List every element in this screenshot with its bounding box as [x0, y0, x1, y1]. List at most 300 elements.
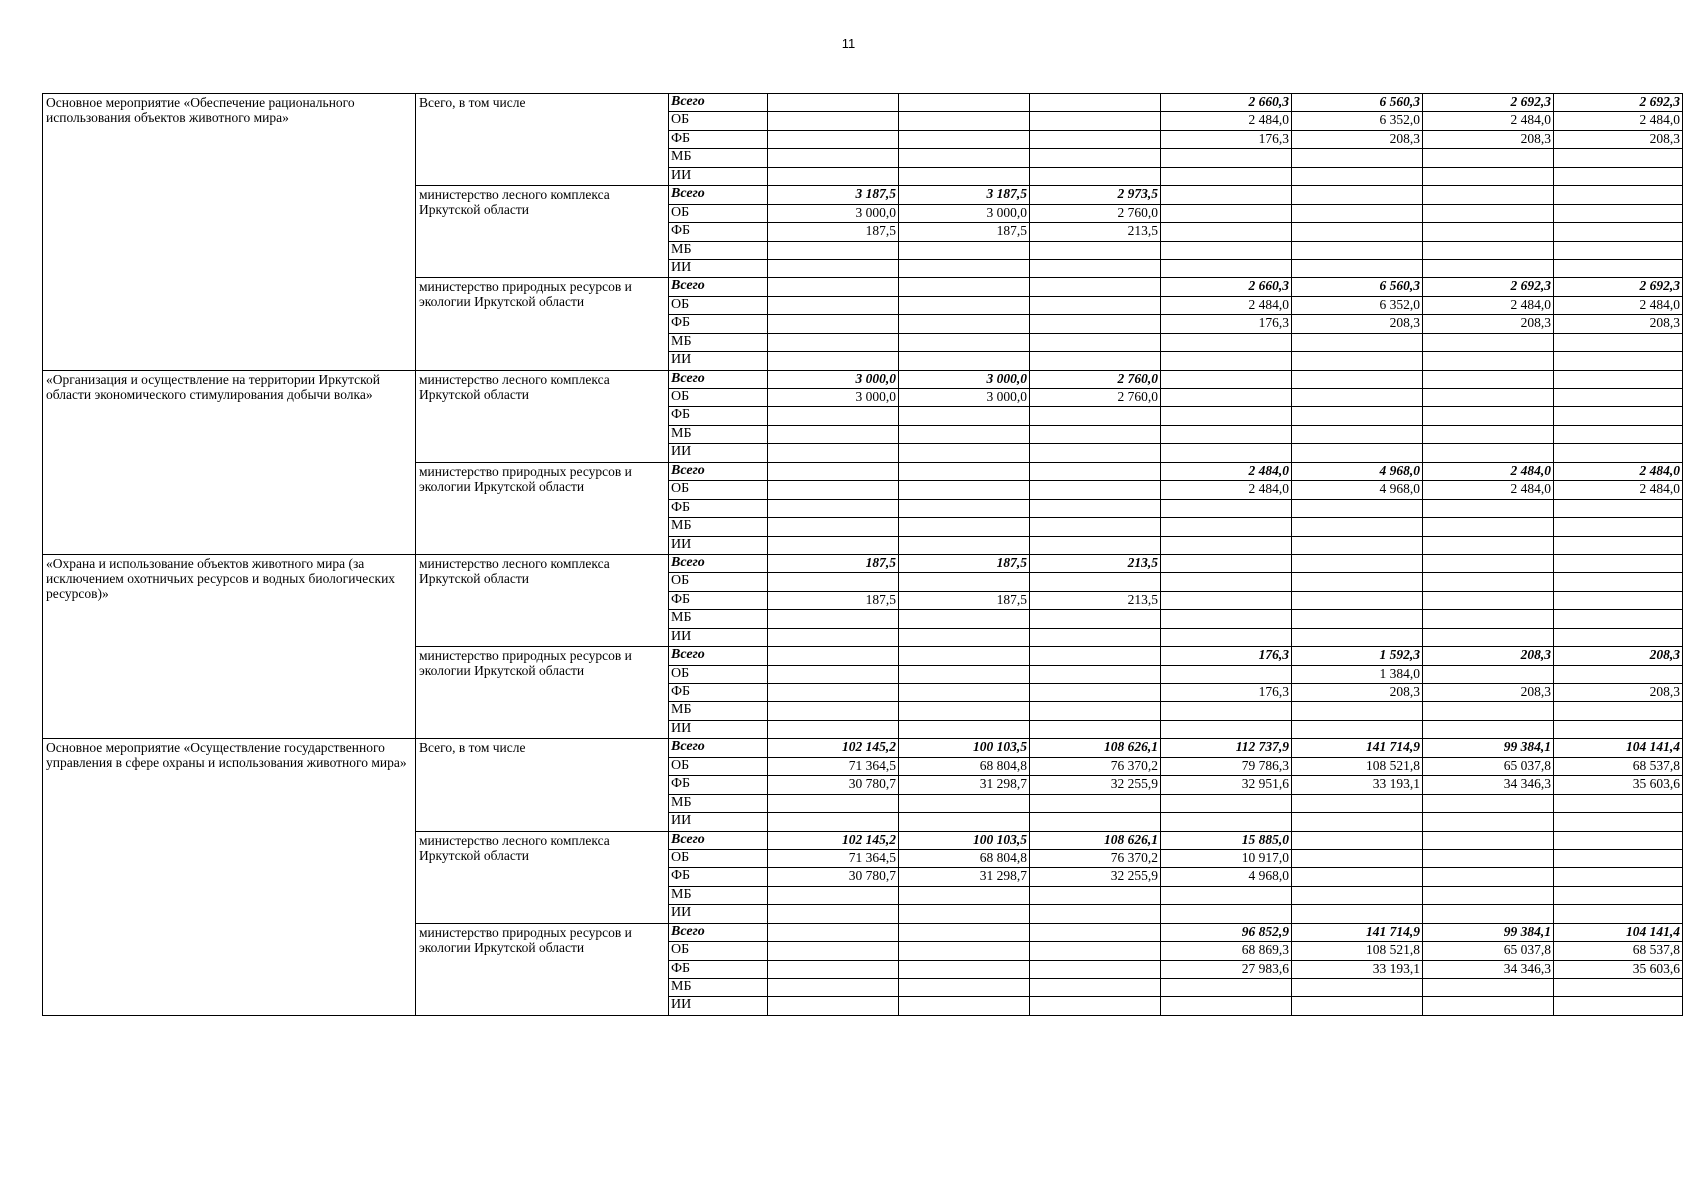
amount-cell — [1161, 886, 1292, 904]
amount-cell — [1292, 425, 1423, 443]
amount-cell: 2 692,3 — [1554, 278, 1683, 296]
funding-source-cell: Всего — [669, 94, 768, 112]
amount-cell — [1030, 444, 1161, 462]
amount-cell — [1423, 370, 1554, 388]
amount-cell — [1292, 499, 1423, 517]
amount-cell — [768, 407, 899, 425]
budget-table-body — [43, 94, 1683, 1016]
amount-cell: 108 521,8 — [1292, 757, 1423, 775]
amount-cell — [1423, 997, 1554, 1015]
amount-cell — [1423, 167, 1554, 185]
funding-source-cell: ОБ — [669, 389, 768, 407]
amount-cell: 6 352,0 — [1292, 296, 1423, 314]
amount-cell: 213,5 — [1030, 591, 1161, 609]
amount-cell — [899, 979, 1030, 997]
amount-cell — [768, 942, 899, 960]
amount-cell: 31 298,7 — [899, 868, 1030, 886]
amount-cell: 33 193,1 — [1292, 960, 1423, 978]
amount-cell — [1554, 186, 1683, 204]
amount-cell — [1423, 979, 1554, 997]
amount-cell — [768, 333, 899, 351]
amount-cell — [1030, 241, 1161, 259]
amount-cell — [1423, 573, 1554, 591]
funding-source-cell: ОБ — [669, 757, 768, 775]
amount-cell: 2 484,0 — [1161, 462, 1292, 480]
amount-cell — [1161, 518, 1292, 536]
funding-source-cell: МБ — [669, 518, 768, 536]
amount-cell — [1161, 149, 1292, 167]
funding-source-cell: МБ — [669, 886, 768, 904]
amount-cell: 176,3 — [1161, 684, 1292, 702]
amount-cell — [1554, 997, 1683, 1015]
amount-cell — [768, 665, 899, 683]
funding-source-cell: ИИ — [669, 813, 768, 831]
amount-cell — [1423, 425, 1554, 443]
amount-cell — [1292, 794, 1423, 812]
funding-source-cell: ОБ — [669, 849, 768, 867]
amount-cell: 108 626,1 — [1030, 739, 1161, 757]
funding-source-cell: ОБ — [669, 481, 768, 499]
amount-cell — [768, 425, 899, 443]
funding-source-cell: Всего — [669, 186, 768, 204]
amount-cell: 187,5 — [768, 223, 899, 241]
amount-cell — [1161, 204, 1292, 222]
amount-cell — [1292, 554, 1423, 572]
amount-cell: 68 804,8 — [899, 757, 1030, 775]
amount-cell — [899, 665, 1030, 683]
amount-cell — [1161, 333, 1292, 351]
amount-cell — [899, 296, 1030, 314]
amount-cell — [768, 167, 899, 185]
amount-cell — [1161, 997, 1292, 1015]
amount-cell: 176,3 — [1161, 315, 1292, 333]
amount-cell — [899, 444, 1030, 462]
amount-cell: 104 141,4 — [1554, 923, 1683, 941]
executor-cell: министерство лесного комплекса Иркутской области — [416, 186, 669, 278]
amount-cell — [1423, 702, 1554, 720]
amount-cell — [1554, 444, 1683, 462]
amount-cell — [1030, 960, 1161, 978]
amount-cell — [1554, 610, 1683, 628]
amount-cell — [1554, 813, 1683, 831]
amount-cell — [768, 259, 899, 277]
funding-source-cell: ОБ — [669, 665, 768, 683]
amount-cell — [1292, 905, 1423, 923]
amount-cell — [1292, 370, 1423, 388]
amount-cell — [1292, 536, 1423, 554]
amount-cell — [1161, 536, 1292, 554]
table-row — [43, 739, 1683, 757]
amount-cell: 32 255,9 — [1030, 776, 1161, 794]
amount-cell — [1161, 665, 1292, 683]
amount-cell — [1292, 702, 1423, 720]
amount-cell — [1292, 352, 1423, 370]
amount-cell — [1423, 186, 1554, 204]
amount-cell: 27 983,6 — [1161, 960, 1292, 978]
amount-cell: 104 141,4 — [1554, 739, 1683, 757]
amount-cell — [1161, 425, 1292, 443]
amount-cell — [1030, 997, 1161, 1015]
amount-cell — [1554, 149, 1683, 167]
amount-cell — [1030, 481, 1161, 499]
amount-cell — [899, 960, 1030, 978]
amount-cell — [1423, 536, 1554, 554]
amount-cell: 208,3 — [1292, 684, 1423, 702]
amount-cell — [1423, 665, 1554, 683]
funding-source-cell: Всего — [669, 647, 768, 665]
amount-cell — [1030, 259, 1161, 277]
amount-cell — [1292, 868, 1423, 886]
amount-cell — [768, 684, 899, 702]
funding-source-cell: ИИ — [669, 628, 768, 646]
amount-cell — [768, 628, 899, 646]
amount-cell: 32 951,6 — [1161, 776, 1292, 794]
funding-source-cell: ОБ — [669, 573, 768, 591]
amount-cell: 34 346,3 — [1423, 776, 1554, 794]
amount-cell — [768, 315, 899, 333]
amount-cell — [1423, 610, 1554, 628]
amount-cell — [768, 112, 899, 130]
amount-cell — [1554, 499, 1683, 517]
amount-cell — [1554, 223, 1683, 241]
amount-cell — [768, 536, 899, 554]
amount-cell — [899, 315, 1030, 333]
amount-cell — [1292, 149, 1423, 167]
amount-cell — [1554, 389, 1683, 407]
amount-cell: 2 484,0 — [1161, 296, 1292, 314]
amount-cell — [768, 149, 899, 167]
funding-source-cell: ОБ — [669, 942, 768, 960]
amount-cell — [899, 813, 1030, 831]
amount-cell: 3 187,5 — [768, 186, 899, 204]
amount-cell — [1161, 610, 1292, 628]
amount-cell: 31 298,7 — [899, 776, 1030, 794]
amount-cell — [1554, 518, 1683, 536]
amount-cell — [1161, 554, 1292, 572]
funding-source-cell: ИИ — [669, 536, 768, 554]
amount-cell — [899, 352, 1030, 370]
amount-cell — [1030, 278, 1161, 296]
amount-cell — [1554, 628, 1683, 646]
amount-cell: 208,3 — [1554, 684, 1683, 702]
amount-cell — [1292, 389, 1423, 407]
funding-source-cell: ФБ — [669, 223, 768, 241]
amount-cell — [899, 610, 1030, 628]
amount-cell — [768, 444, 899, 462]
amount-cell — [1161, 813, 1292, 831]
amount-cell — [1423, 554, 1554, 572]
amount-cell — [1423, 223, 1554, 241]
amount-cell — [1161, 591, 1292, 609]
amount-cell — [1423, 628, 1554, 646]
amount-cell: 187,5 — [899, 223, 1030, 241]
amount-cell — [768, 518, 899, 536]
amount-cell — [1423, 407, 1554, 425]
amount-cell: 68 869,3 — [1161, 942, 1292, 960]
amount-cell — [768, 462, 899, 480]
amount-cell: 2 660,3 — [1161, 278, 1292, 296]
amount-cell: 2 760,0 — [1030, 370, 1161, 388]
amount-cell — [1554, 333, 1683, 351]
amount-cell — [899, 167, 1030, 185]
amount-cell — [1292, 223, 1423, 241]
amount-cell: 208,3 — [1554, 647, 1683, 665]
amount-cell — [768, 886, 899, 904]
amount-cell: 65 037,8 — [1423, 757, 1554, 775]
funding-source-cell: ОБ — [669, 112, 768, 130]
table-row — [43, 94, 1683, 112]
executor-cell: министерство природных ресурсов и экологии Иркутской области — [416, 647, 669, 739]
funding-source-cell: Всего — [669, 370, 768, 388]
amount-cell: 3 000,0 — [899, 204, 1030, 222]
funding-source-cell: МБ — [669, 241, 768, 259]
activity-title-cell: «Организация и осуществление на территории Иркутской области экономического стимулирования добычи волка» — [43, 370, 416, 554]
amount-cell — [1423, 886, 1554, 904]
amount-cell — [1161, 905, 1292, 923]
funding-source-cell: ФБ — [669, 591, 768, 609]
amount-cell — [1292, 573, 1423, 591]
amount-cell — [1030, 315, 1161, 333]
executor-cell: Всего, в том числе — [416, 94, 669, 186]
amount-cell — [899, 259, 1030, 277]
amount-cell — [1292, 259, 1423, 277]
amount-cell: 208,3 — [1554, 315, 1683, 333]
amount-cell — [768, 702, 899, 720]
funding-source-cell: МБ — [669, 333, 768, 351]
amount-cell — [768, 352, 899, 370]
activity-title-cell: «Охрана и использование объектов животного мира (за исключением охотничьих ресурсов и водных биологических ресурсов)» — [43, 554, 416, 738]
amount-cell — [1030, 573, 1161, 591]
amount-cell — [768, 997, 899, 1015]
amount-cell: 3 187,5 — [899, 186, 1030, 204]
executor-cell: министерство лесного комплекса Иркутской области — [416, 831, 669, 923]
funding-source-cell: ИИ — [669, 259, 768, 277]
amount-cell — [1030, 813, 1161, 831]
amount-cell: 71 364,5 — [768, 757, 899, 775]
funding-source-cell: Всего — [669, 923, 768, 941]
amount-cell — [1423, 831, 1554, 849]
amount-cell — [899, 481, 1030, 499]
amount-cell — [1554, 204, 1683, 222]
executor-cell: министерство лесного комплекса Иркутской области — [416, 370, 669, 462]
amount-cell — [1161, 979, 1292, 997]
amount-cell — [1030, 112, 1161, 130]
amount-cell: 2 484,0 — [1554, 112, 1683, 130]
amount-cell: 2 484,0 — [1161, 112, 1292, 130]
amount-cell — [1030, 407, 1161, 425]
amount-cell — [1423, 794, 1554, 812]
amount-cell: 208,3 — [1423, 647, 1554, 665]
amount-cell — [899, 241, 1030, 259]
amount-cell: 108 626,1 — [1030, 831, 1161, 849]
amount-cell: 187,5 — [899, 554, 1030, 572]
amount-cell — [1554, 831, 1683, 849]
amount-cell: 208,3 — [1554, 130, 1683, 148]
amount-cell — [899, 112, 1030, 130]
amount-cell — [899, 942, 1030, 960]
amount-cell: 6 560,3 — [1292, 278, 1423, 296]
amount-cell: 4 968,0 — [1161, 868, 1292, 886]
amount-cell: 208,3 — [1292, 130, 1423, 148]
amount-cell: 3 000,0 — [899, 370, 1030, 388]
amount-cell — [1030, 425, 1161, 443]
amount-cell — [1423, 905, 1554, 923]
amount-cell — [1423, 352, 1554, 370]
amount-cell — [1161, 186, 1292, 204]
amount-cell — [1554, 425, 1683, 443]
amount-cell — [1292, 831, 1423, 849]
amount-cell — [1030, 94, 1161, 112]
amount-cell — [1554, 849, 1683, 867]
table-row — [43, 554, 1683, 572]
amount-cell: 3 000,0 — [768, 204, 899, 222]
amount-cell: 100 103,5 — [899, 831, 1030, 849]
budget-table — [42, 93, 1683, 1016]
funding-source-cell: ФБ — [669, 315, 768, 333]
amount-cell — [1161, 628, 1292, 646]
funding-source-cell: Всего — [669, 831, 768, 849]
amount-cell — [1292, 813, 1423, 831]
funding-source-cell: Всего — [669, 462, 768, 480]
amount-cell — [1554, 591, 1683, 609]
amount-cell: 2 484,0 — [1554, 296, 1683, 314]
amount-cell — [1292, 886, 1423, 904]
amount-cell: 100 103,5 — [899, 739, 1030, 757]
funding-source-cell: ФБ — [669, 684, 768, 702]
funding-source-cell: МБ — [669, 610, 768, 628]
amount-cell — [1030, 499, 1161, 517]
amount-cell: 2 692,3 — [1423, 94, 1554, 112]
amount-cell — [1161, 794, 1292, 812]
amount-cell — [899, 923, 1030, 941]
amount-cell — [899, 149, 1030, 167]
funding-source-cell: ИИ — [669, 720, 768, 738]
amount-cell — [1292, 444, 1423, 462]
amount-cell: 1 592,3 — [1292, 647, 1423, 665]
amount-cell: 102 145,2 — [768, 831, 899, 849]
activity-title-cell: Основное мероприятие «Осуществление государственного управления в сфере охраны и использования животного мира» — [43, 739, 416, 1016]
amount-cell — [1554, 794, 1683, 812]
executor-cell: министерство природных ресурсов и экологии Иркутской области — [416, 462, 669, 554]
amount-cell — [768, 573, 899, 591]
amount-cell — [1423, 444, 1554, 462]
amount-cell — [899, 278, 1030, 296]
amount-cell — [768, 960, 899, 978]
funding-source-cell: ОБ — [669, 204, 768, 222]
amount-cell: 30 780,7 — [768, 868, 899, 886]
amount-cell — [768, 923, 899, 941]
amount-cell — [1161, 259, 1292, 277]
amount-cell — [899, 997, 1030, 1015]
amount-cell — [1030, 130, 1161, 148]
amount-cell — [1030, 333, 1161, 351]
funding-source-cell: ФБ — [669, 407, 768, 425]
amount-cell — [1030, 149, 1161, 167]
amount-cell — [1292, 407, 1423, 425]
amount-cell: 4 968,0 — [1292, 481, 1423, 499]
amount-cell — [768, 481, 899, 499]
amount-cell — [1161, 444, 1292, 462]
funding-source-cell: МБ — [669, 979, 768, 997]
amount-cell — [899, 333, 1030, 351]
amount-cell — [768, 130, 899, 148]
amount-cell: 2 760,0 — [1030, 204, 1161, 222]
funding-source-cell: ФБ — [669, 960, 768, 978]
funding-source-cell: ФБ — [669, 868, 768, 886]
amount-cell: 3 000,0 — [899, 389, 1030, 407]
page-number: 11 — [841, 36, 856, 51]
amount-cell — [768, 794, 899, 812]
amount-cell — [899, 94, 1030, 112]
amount-cell — [1030, 684, 1161, 702]
amount-cell — [768, 905, 899, 923]
amount-cell — [1030, 665, 1161, 683]
amount-cell — [1554, 167, 1683, 185]
amount-cell — [1292, 849, 1423, 867]
amount-cell — [1161, 352, 1292, 370]
amount-cell: 71 364,5 — [768, 849, 899, 867]
amount-cell: 2 484,0 — [1423, 481, 1554, 499]
amount-cell — [1554, 407, 1683, 425]
amount-cell: 76 370,2 — [1030, 849, 1161, 867]
amount-cell — [1030, 518, 1161, 536]
amount-cell — [1554, 905, 1683, 923]
amount-cell: 2 484,0 — [1423, 296, 1554, 314]
amount-cell — [1423, 518, 1554, 536]
amount-cell — [1292, 518, 1423, 536]
amount-cell — [1030, 536, 1161, 554]
amount-cell: 102 145,2 — [768, 739, 899, 757]
amount-cell: 6 352,0 — [1292, 112, 1423, 130]
amount-cell: 176,3 — [1161, 647, 1292, 665]
executor-cell: министерство природных ресурсов и экологии Иркутской области — [416, 923, 669, 1015]
amount-cell: 2 484,0 — [1161, 481, 1292, 499]
funding-source-cell: МБ — [669, 149, 768, 167]
activity-title-cell: Основное мероприятие «Обеспечение рационального использования объектов животного мира» — [43, 94, 416, 371]
amount-cell: 96 852,9 — [1161, 923, 1292, 941]
amount-cell — [1030, 352, 1161, 370]
amount-cell — [1030, 886, 1161, 904]
amount-cell — [1030, 905, 1161, 923]
amount-cell — [1161, 407, 1292, 425]
amount-cell — [1423, 499, 1554, 517]
amount-cell: 2 660,3 — [1161, 94, 1292, 112]
amount-cell — [768, 647, 899, 665]
amount-cell: 112 737,9 — [1161, 739, 1292, 757]
amount-cell — [899, 647, 1030, 665]
funding-source-cell: ФБ — [669, 776, 768, 794]
amount-cell — [899, 536, 1030, 554]
amount-cell: 99 384,1 — [1423, 923, 1554, 941]
amount-cell — [1554, 554, 1683, 572]
amount-cell: 141 714,9 — [1292, 923, 1423, 941]
amount-cell — [1030, 647, 1161, 665]
funding-source-cell: МБ — [669, 794, 768, 812]
amount-cell: 10 917,0 — [1161, 849, 1292, 867]
amount-cell — [768, 720, 899, 738]
amount-cell — [768, 499, 899, 517]
amount-cell: 108 521,8 — [1292, 942, 1423, 960]
funding-source-cell: ИИ — [669, 444, 768, 462]
amount-cell — [1423, 813, 1554, 831]
amount-cell: 68 804,8 — [899, 849, 1030, 867]
amount-cell — [1292, 204, 1423, 222]
amount-cell — [899, 905, 1030, 923]
funding-source-cell: ИИ — [669, 167, 768, 185]
funding-source-cell: ФБ — [669, 130, 768, 148]
amount-cell: 68 537,8 — [1554, 757, 1683, 775]
amount-cell — [1423, 149, 1554, 167]
